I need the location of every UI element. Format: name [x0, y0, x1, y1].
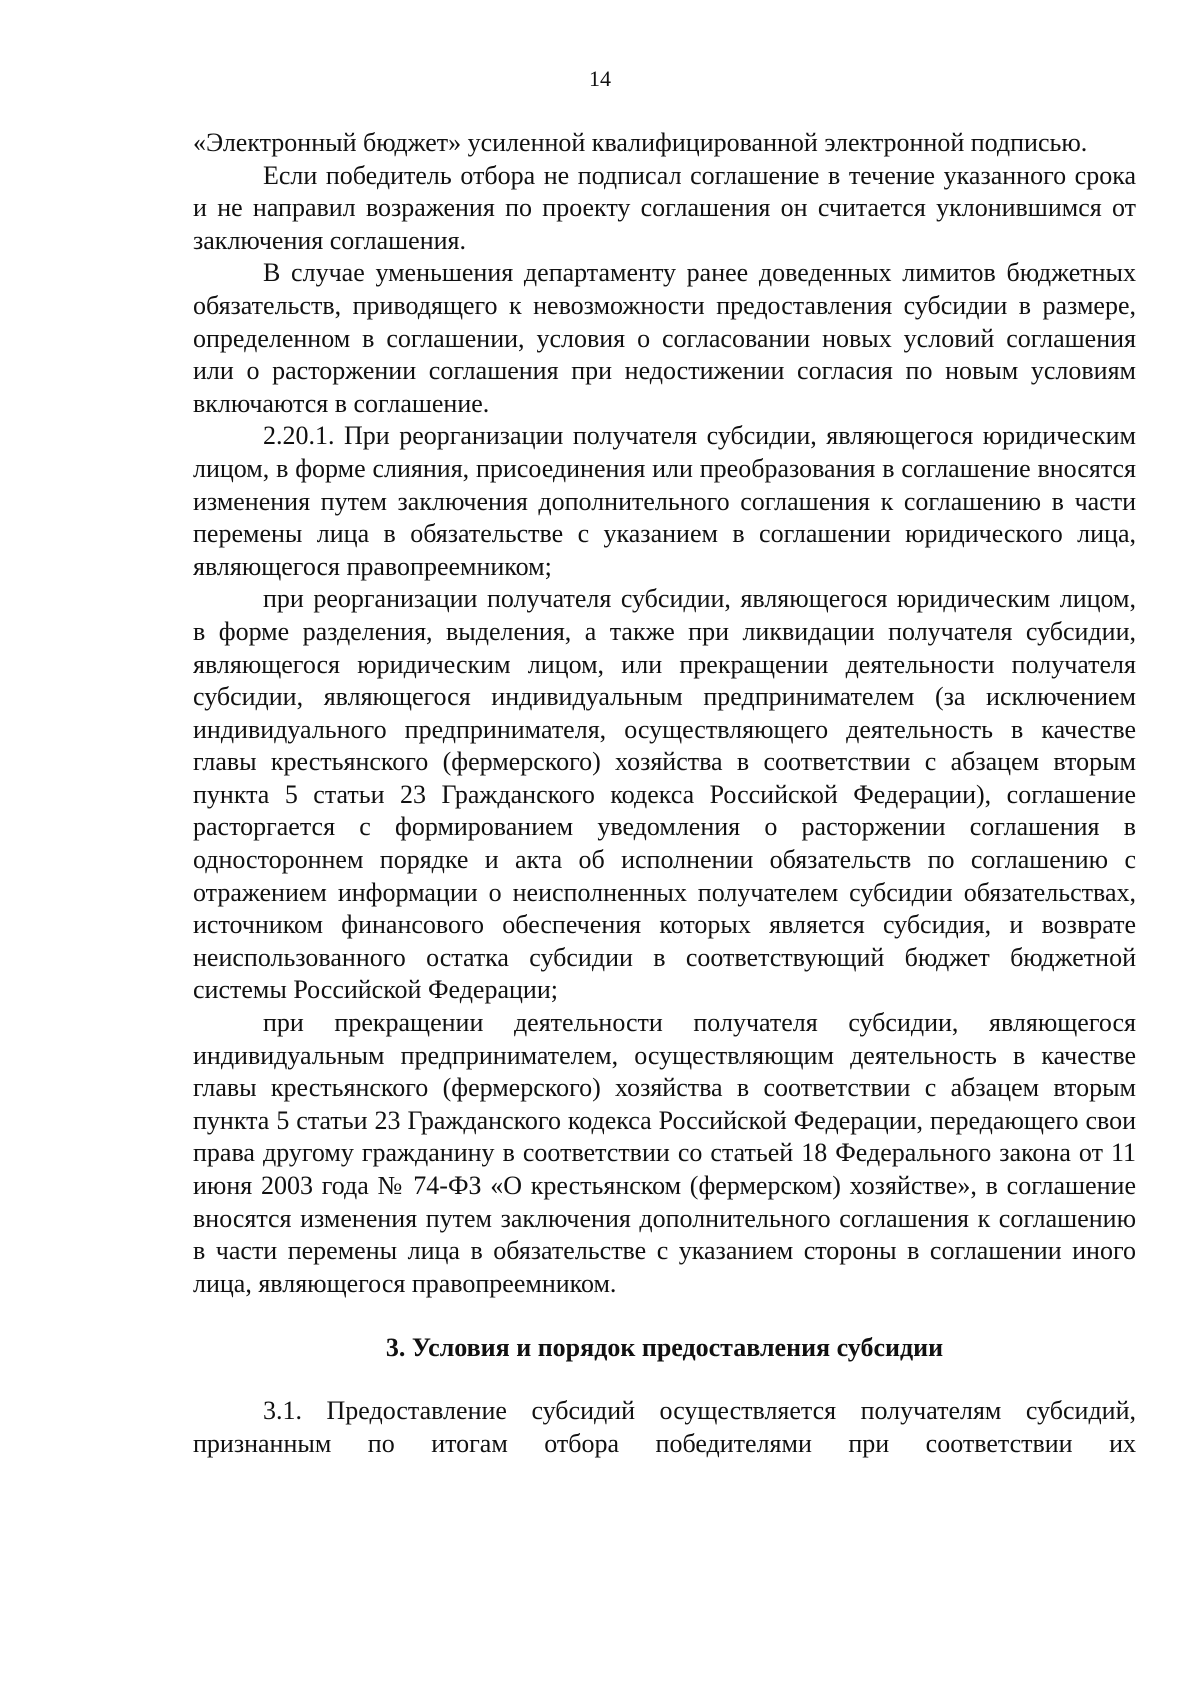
paragraph-limit-reduction: В случае уменьшения департаменту ранее доведенных лимитов бюджетных обязательств, приводящего к невозможности предоставления субсидии в размере, определенном в соглашении, условия о согласовании новых условий соглашения или о расторжении соглашения при недостижении согласия по новым условиям включаются в соглашение.	[193, 258, 1136, 418]
paragraph-3-1: 3.1. Предоставление субсидий осуществляется получателям субсидий, признанным по итогам отбора победителями при соответствии их	[193, 1395, 1136, 1458]
paragraph-farm-head-transfer: при прекращении деятельности получателя субсидии, являющегося индивидуальным предпринимателем, осуществляющим деятельность в качестве главы крестьянского (фермерского) хозяйства в соответствии с абзацем вторым пункта 5 статьи 23 Гражданского кодекса Российской Федерации, передающего свои права другому гражданину в соответствии со статьей 18 Федерального закона от 11 июня 2003 года № 74-ФЗ «О крестьянском (фермерском) хозяйстве», в соглашение вносятся изменения путем заключения дополнительного соглашения к соглашению в части перемены лица в обязательстве с указанием стороны в соглашении иного лица, являющегося правопреемником.	[193, 1008, 1136, 1298]
paragraph-2-20-1: 2.20.1. При реорганизации получателя субсидии, являющегося юридическим лицом, в форме слияния, присоединения или преобразования в соглашение вносятся изменения путем заключения дополнительного соглашения к соглашению в части перемены лица в обязательстве с указанием в соглашении юридического лица, являющегося правопреемником;	[193, 421, 1136, 581]
paragraph-esignature: «Электронный бюджет» усиленной квалифицированной электронной подписью.	[193, 128, 1088, 157]
paragraph-unsigned-agreement: Если победитель отбора не подписал соглашение в течение указанного срока и не направил возражения по проекту соглашения он считается уклонившимся от заключения соглашения.	[193, 160, 1136, 255]
section-heading: 3. Условия и порядок предоставления субсидии	[385, 1333, 944, 1363]
paragraph-reorganization-termination: при реорганизации получателя субсидии, являющегося юридическим лицом, в форме разделения, выделения, а также при ликвидации получателя субсидии, являющегося юридическим лицом, или прекращении деятельности получателя субсидии, являющегося индивидуальным предпринимателем (за исключением индивидуального предпринимателя, осуществляющего деятельность в качестве главы крестьянского (фермерского) хозяйства в соответствии с абзацем вторым пункта 5 статьи 23 Гражданского кодекса Российской Федерации), соглашение расторгается с формированием уведомления о расторжении соглашения в одностороннем порядке и акта об исполнении обязательств по соглашению с отражением информации о неисполненных получателем субсидии обязательствах, источником финансового обеспечения которых является субсидия, и возврате неиспользованного остатка субсидии в соответствующий бюджет бюджетной системы Российской Федерации;	[193, 584, 1136, 1005]
page-number: 14	[589, 66, 611, 91]
document-body	[193, 127, 1136, 1460]
